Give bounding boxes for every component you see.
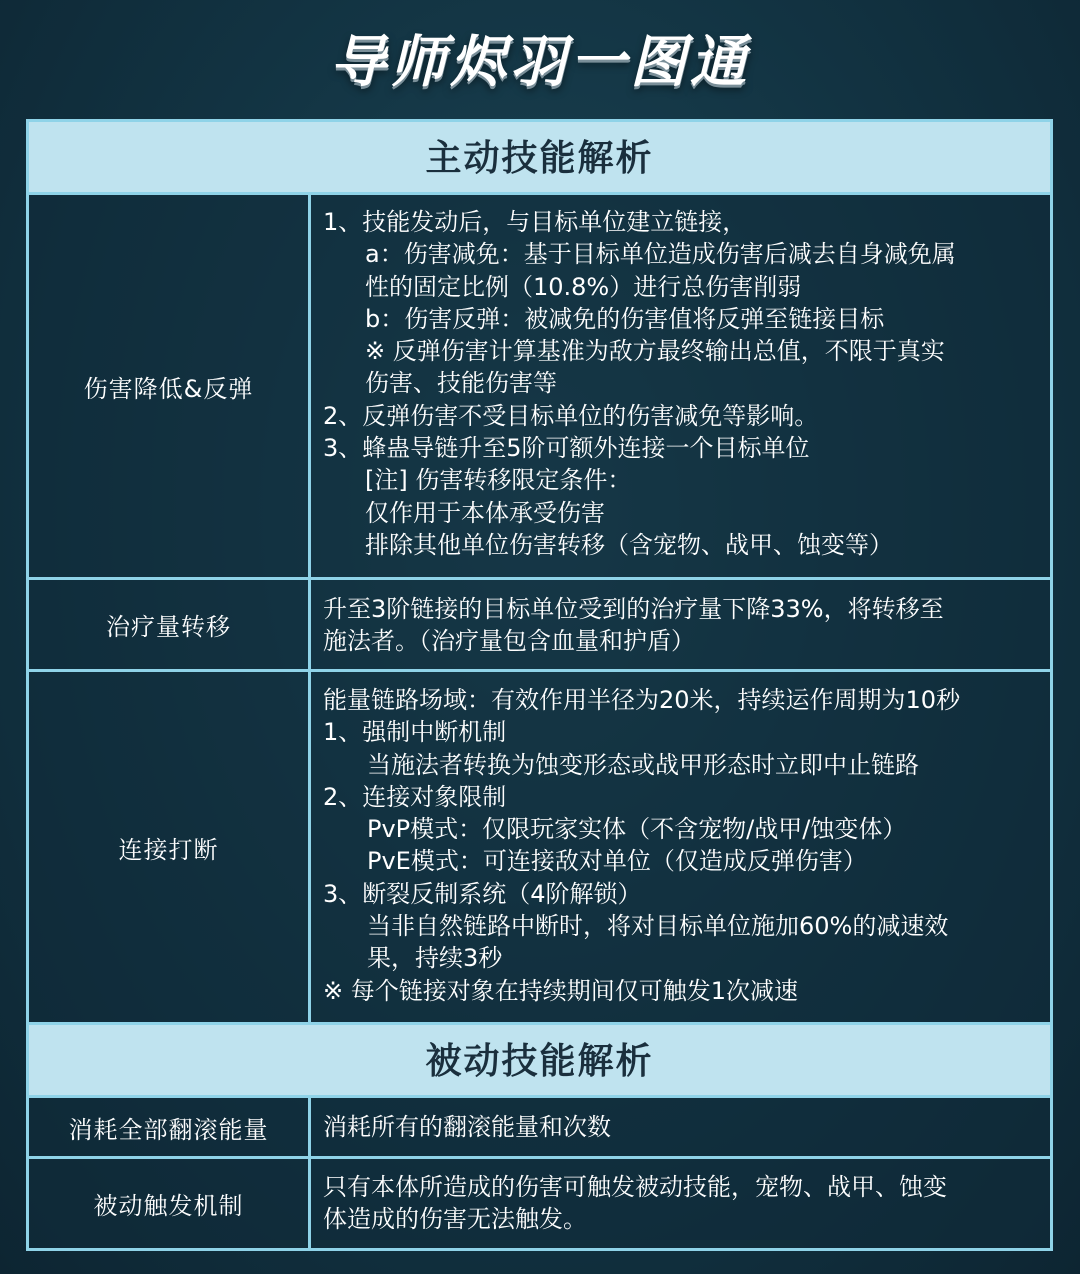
content-line: a：伤害减免：基于目标单位造成伤害后减去自身减免属 <box>365 240 956 269</box>
content-line: b：伤害反弹：被减免的伤害值将反弹至链接目标 <box>365 304 885 333</box>
content-line: 能量链路场域：有效作用半径为20米，持续运作周期为10秒 <box>323 686 961 714</box>
content-line: 2、反弹伤害不受目标单位的伤害减免等影响。 <box>323 401 819 430</box>
section-header-active-skills: 主动技能解析 <box>29 122 1050 195</box>
content-line: 排除其他单位伤害转移（含宠物、战甲、蚀变等） <box>365 530 893 559</box>
row-content <box>311 195 1050 577</box>
row-content <box>311 1159 1050 1248</box>
table-row-passive-trigger <box>29 1159 1050 1248</box>
content-line: 仅作用于本体承受伤害 <box>365 498 605 527</box>
row-label: 伤害降低&反弹 <box>29 195 311 577</box>
row-label: 治疗量转移 <box>29 580 311 669</box>
row-label: 消耗全部翻滚能量 <box>29 1098 311 1156</box>
content-line: ※ 反弹伤害计算基准为敌方最终输出总值，不限于真实 <box>365 337 945 366</box>
content-line: 性的固定比例（10.8%）进行总伤害削弱 <box>365 272 802 301</box>
content-line: 果，持续3秒 <box>367 944 503 973</box>
content-line: 当施法者转换为蚀变形态或战甲形态时立即中止链路 <box>367 750 919 779</box>
row-label: 连接打断 <box>29 672 311 1022</box>
content-line: 施法者。（治疗量包含血量和护盾） <box>323 627 695 656</box>
content-line: 1、强制中断机制 <box>323 718 507 747</box>
content-line: 消耗所有的翻滚能量和次数 <box>323 1112 611 1141</box>
content-line: 当非自然链路中断时，将对目标单位施加60%的减速效 <box>367 912 949 941</box>
table-row-heal-transfer <box>29 580 1050 672</box>
content-line: 升至3阶链接的目标单位受到的治疗量下降33%，将转移至 <box>323 595 944 623</box>
content-line: 1、技能发动后，与目标单位建立链接， <box>323 208 747 236</box>
content-line: 3、断裂反制系统（4阶解锁） <box>323 879 642 908</box>
row-content <box>311 580 1050 669</box>
page-title: 导师烬羽一图通 <box>330 30 750 95</box>
skill-table <box>26 119 1053 1251</box>
table-row-link-break <box>29 672 1050 1025</box>
table-row-damage-reduction <box>29 195 1050 580</box>
content-line: PvE模式：可连接敌对单位（仅造成反弹伤害） <box>367 847 867 876</box>
content-line: ※ 每个链接对象在持续期间仅可触发1次减速 <box>323 976 799 1005</box>
table-row-roll-energy <box>29 1098 1050 1159</box>
content-line: 体造成的伤害无法触发。 <box>323 1205 587 1234</box>
content-line: PvP模式：仅限玩家实体（不含宠物/战甲/蚀变体） <box>367 815 907 844</box>
row-content <box>311 1098 1050 1156</box>
content-line: 2、连接对象限制 <box>323 782 507 811</box>
content-line: 只有本体所造成的伤害可触发被动技能，宠物、战甲、蚀变 <box>323 1173 947 1201</box>
row-label: 被动触发机制 <box>29 1159 311 1248</box>
section-header-passive-skills: 被动技能解析 <box>29 1025 1050 1098</box>
content-line: [注] 伤害转移限定条件： <box>365 466 632 495</box>
content-line: 伤害、技能伤害等 <box>365 369 557 398</box>
content-line: 3、蜂蛊导链升至5阶可额外连接一个目标单位 <box>323 434 810 463</box>
row-content <box>311 672 1050 1022</box>
